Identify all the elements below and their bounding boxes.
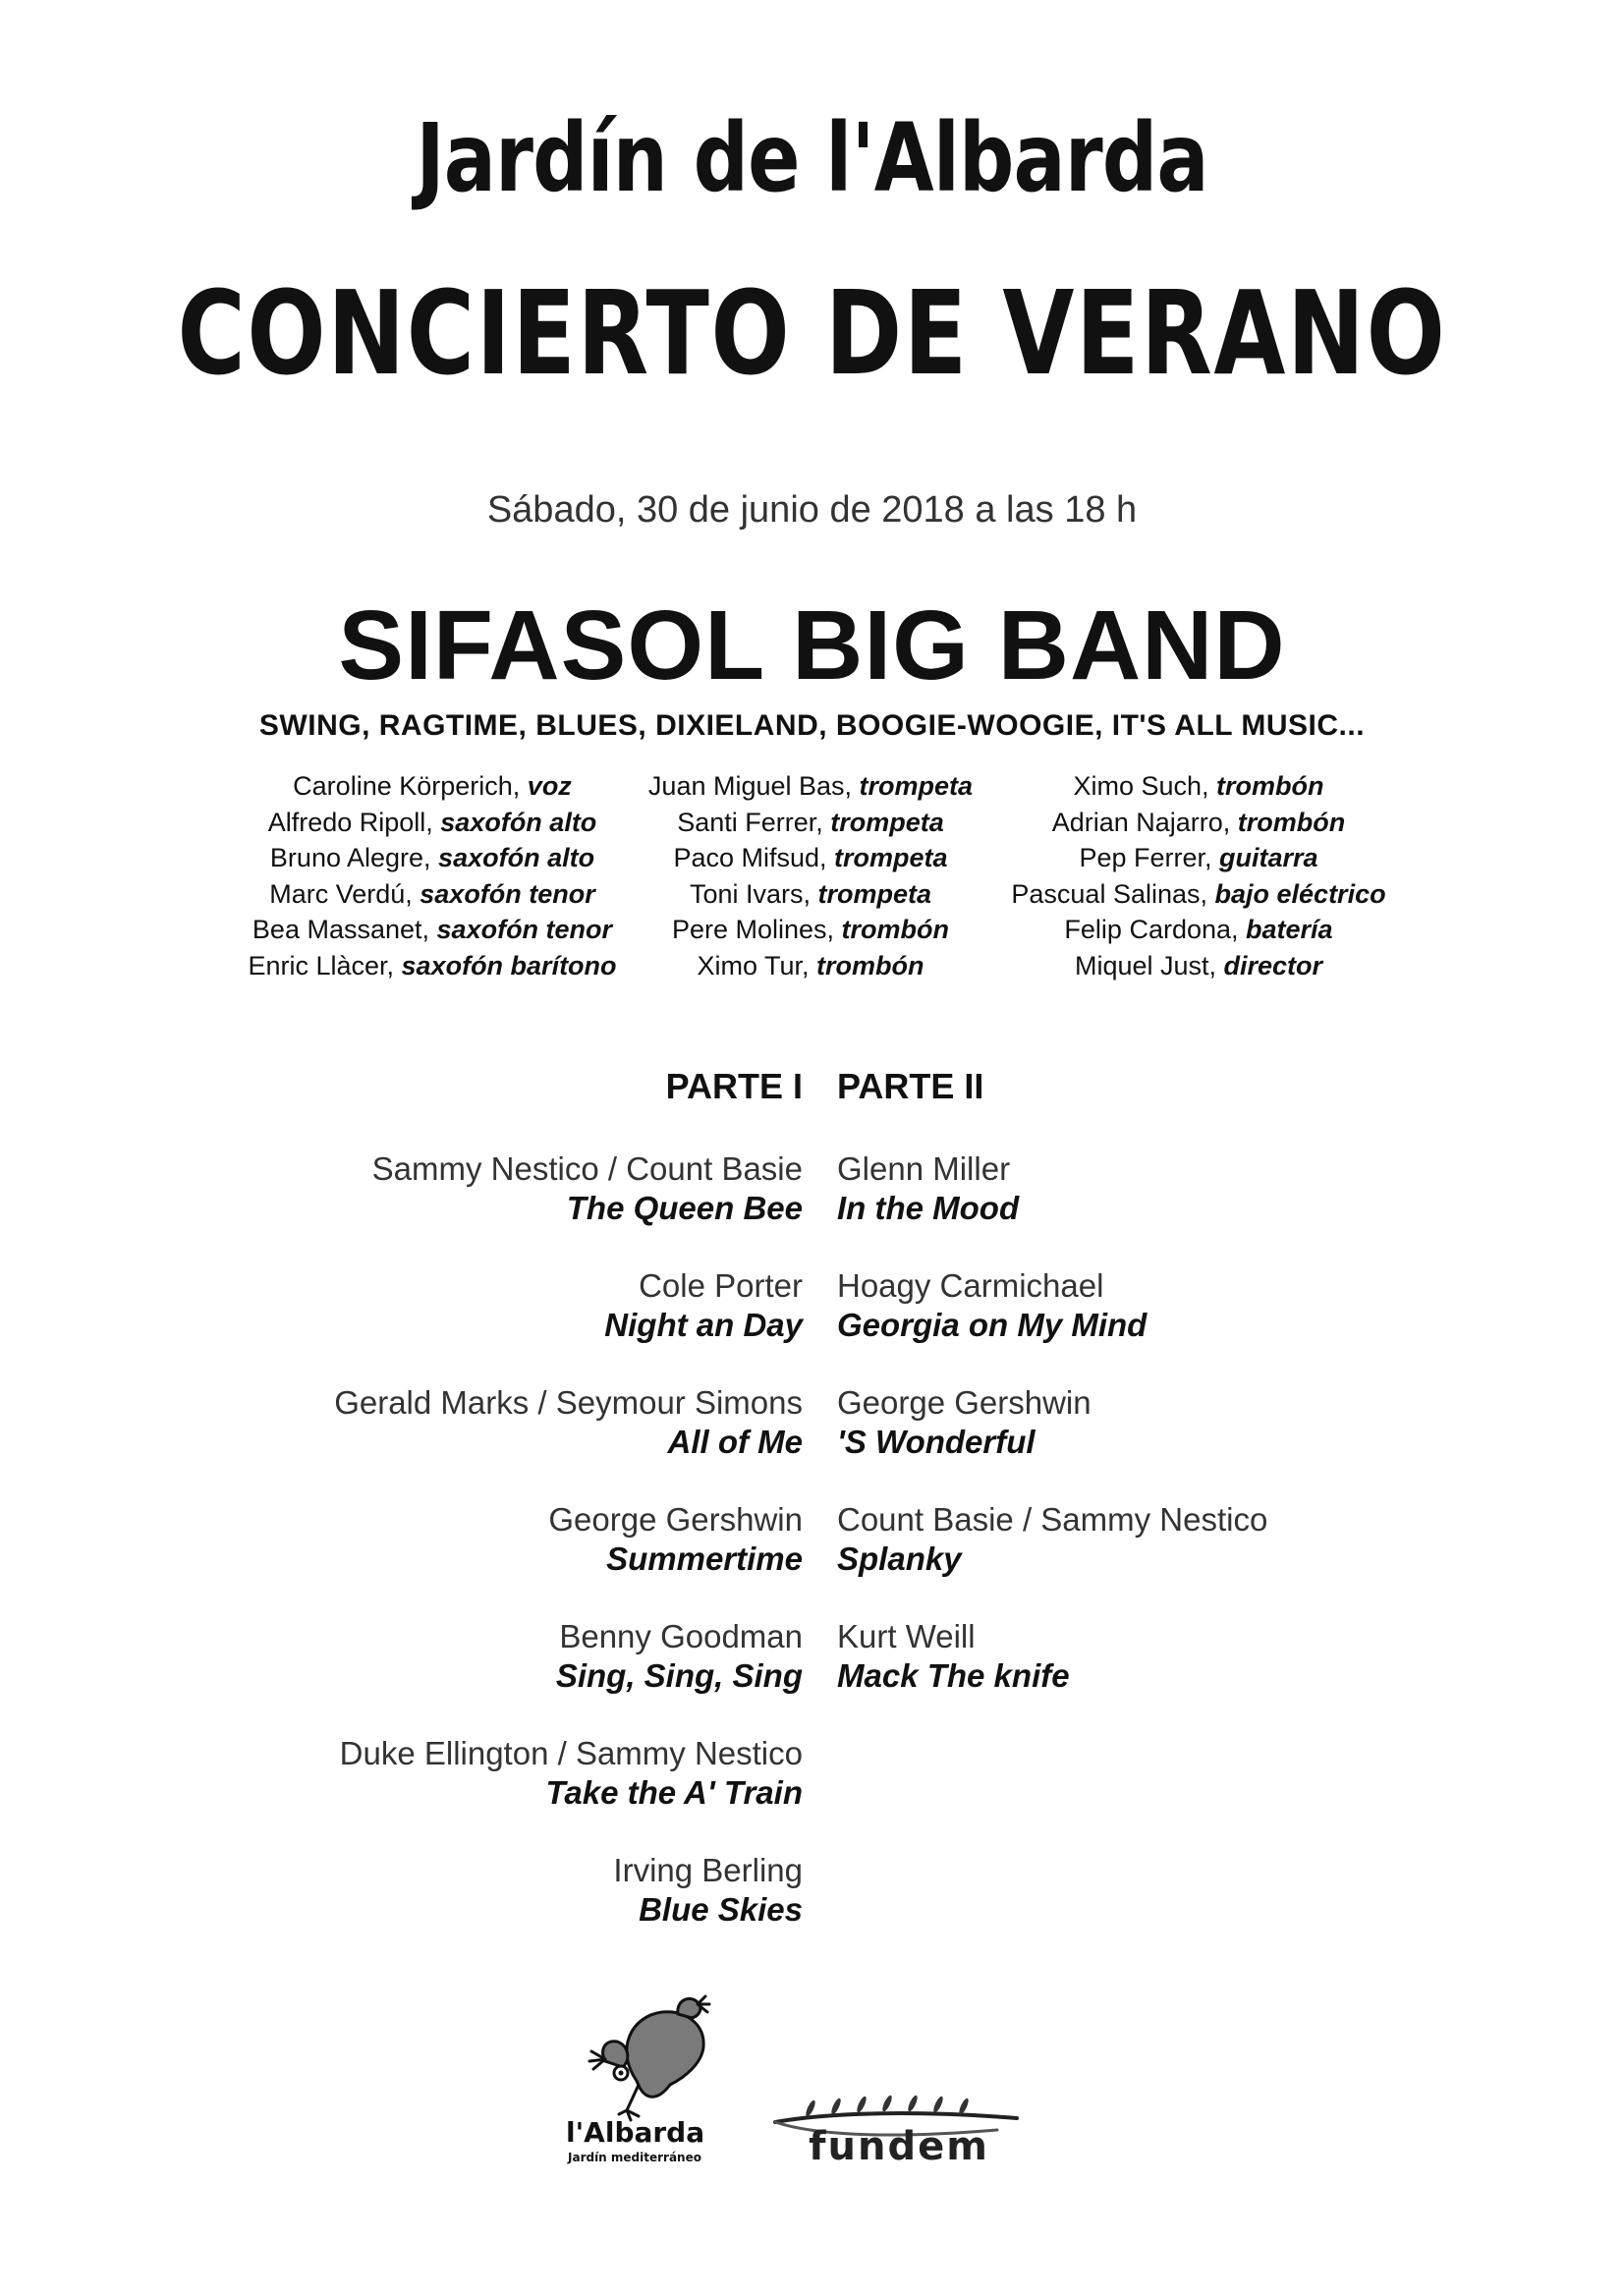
musician: Ximo Tur, trombón [697,950,924,980]
composer: Irving Berling [613,1852,803,1888]
program-item [837,1500,1267,1579]
song-title: Take the A' Train [545,1774,803,1811]
musician: Ximo Such, trombón [1073,771,1324,801]
part-1-heading: PARTE I [665,1066,803,1106]
musician: Alfredo Ripoll, saxofón alto [267,807,597,837]
composer: Sammy Nestico / Count Basie [371,1150,803,1187]
composer: Cole Porter [639,1267,803,1304]
musician: Pep Ferrer, guitarra [1079,843,1318,872]
musician: Adrian Najarro, trombón [1051,807,1346,837]
composer: Gerald Marks / Seymour Simons [334,1384,803,1421]
program-item [613,1851,803,1930]
concert-date: Sábado, 30 de junio de 2018 a las 18 h [486,489,1138,531]
song-title: Sing, Sing, Sing [555,1657,803,1694]
program-item [604,1266,803,1345]
musician: Bea Massanet, saxofón tenor [252,915,613,944]
fundem-logo-text: fundem [809,2124,989,2169]
concert-title: CONCIERTO DE VERANO [177,265,1447,401]
fundem-logo [771,2083,1027,2181]
program-item [548,1500,803,1579]
band-genres: SWING, RAGTIME, BLUES, DIXIELAND, BOOGIE-WOOGIE, IT'S ALL MUSIC... [258,709,1366,742]
program-item [340,1734,803,1813]
musician: Marc Verdú, saxofón tenor [269,878,595,909]
composer: George Gershwin [548,1501,803,1538]
program-item [334,1383,803,1462]
albarda-logo-tagline: Jardín mediterráneo [568,2151,701,2164]
musician: Pere Molines, trombón [671,915,950,944]
program-item [837,1617,1070,1696]
musician: Juan Miguel Bas, trompeta [647,771,974,801]
musician: Felip Cardona, batería [1064,915,1333,944]
musician: Bruno Alegre, saxofón alto [269,843,595,872]
program-item [837,1149,1019,1228]
venue-title: Jardín de l'Albarda [416,103,1208,213]
musician: Paco Mifsud, trompeta [673,843,948,872]
song-title: All of Me [667,1424,803,1460]
song-title: Mack The knife [837,1657,1070,1694]
musician: Caroline Körperich, voz [293,771,572,801]
albarda-logo-text: l'Albarda [566,2116,705,2149]
musician: Santi Ferrer, trompeta [677,807,944,837]
musicians-column-3 [987,768,1410,983]
song-title: Blue Skies [639,1891,803,1928]
musicians-column-1 [216,768,648,983]
program-item [837,1383,1092,1462]
composer: Kurt Weill [837,1618,976,1654]
composer: Hoagy Carmichael [837,1267,1104,1304]
song-title: The Queen Bee [566,1190,803,1226]
part-2-heading: PARTE II [837,1066,984,1106]
song-title: 'S Wonderful [837,1424,1036,1460]
song-title: Summertime [606,1540,803,1577]
musician: Toni Ivars, trompeta [689,878,932,909]
program-item [837,1266,1147,1345]
composer: Benny Goodman [559,1618,803,1654]
composer: Count Basie / Sammy Nestico [837,1501,1268,1538]
song-title: In the Mood [837,1190,1020,1226]
frog-icon [560,1994,737,2166]
program-item [556,1617,803,1696]
musician: Pascual Salinas, bajo eléctrico [1011,878,1386,909]
composer: Glenn Miller [837,1150,1011,1187]
musicians-column-2 [614,768,1007,983]
musician: Enric Llàcer, saxofón barítono [248,950,617,980]
band-name: SIFASOL BIG BAND [338,590,1286,700]
musician: Miquel Just, director [1074,950,1323,980]
song-title: Splanky [837,1540,962,1577]
program-item [372,1149,803,1228]
composer: George Gershwin [837,1384,1092,1421]
albarda-logo [560,1994,737,2166]
song-title: Night an Day [604,1307,803,1343]
composer: Duke Ellington / Sammy Nestico [339,1735,803,1771]
song-title: Georgia on My Mind [837,1307,1148,1343]
